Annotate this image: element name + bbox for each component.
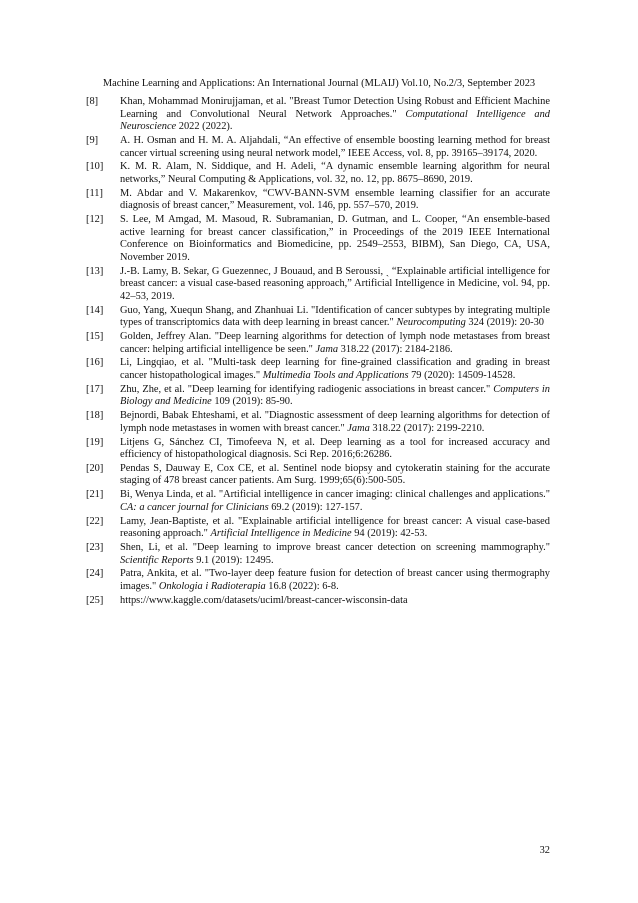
reference-text [120, 410, 550, 434]
reference-segment: Patra, Ankita, et al. "Two-layer deep feature fusion for detection of breast cancer using thermography images." [120, 568, 550, 592]
reference-text [120, 489, 550, 513]
reference-venue: CA: a cancer journal for Clinicians [120, 501, 269, 513]
reference-item [86, 489, 550, 514]
reference-number: [23] [86, 542, 104, 553]
reference-item [86, 135, 550, 160]
reference-segment: J.-B. Lamy, B. Sekar, G Guezennec, J Bouaud, and B Seroussi, ˎ “Explainable artificial intelligence for breast cancer: a visual case-based reasoning approach,” Artificial Intelligence in Medicine, vol. 94, pp. 42–53, 2019. [120, 265, 550, 302]
reference-text [120, 384, 550, 408]
reference-segment: 2022 (2022). [176, 121, 233, 133]
reference-venue: Computers in Biology and Medicine [120, 383, 550, 408]
reference-number: [25] [86, 594, 104, 606]
reference-segment: Li, Lingqiao, et al. "Multi-task deep learning for fine-grained classification and grading in breast cancer histopathological images." [120, 357, 550, 381]
reference-item [86, 305, 550, 330]
reference-segment: 79 (2020): 14509-14528. [408, 369, 516, 381]
reference-text [120, 516, 550, 540]
reference-text [120, 161, 550, 185]
reference-number: [12] [86, 214, 104, 226]
reference-segment: 318.22 (2017): 2199-2210. [369, 422, 485, 434]
reference-item [86, 357, 550, 382]
reference-segment: 318.22 (2017): 2184-2186. [338, 343, 453, 355]
reference-segment: 324 (2019): 20-30 [465, 317, 545, 329]
reference-item [86, 437, 550, 462]
reference-number: [13] [86, 265, 104, 277]
reference-segment: Khan, Mohammad Monirujjaman, et al. "Breast Tumor Detection Using Robust and Efficient Machine Learning and Convolutional Neural Network Approaches." [120, 96, 550, 120]
reference-segment: https://www.kaggle.com/datasets/uciml/breast-cancer-wisconsin-data [120, 594, 408, 606]
reference-segment: M. Abdar and V. Makarenkov, “CWV-BANN-SVM ensemble learning classifier for an accurate diagnosis of breast cancer,” Measurement, vol. 146, pp. 557–570, 2019. [120, 187, 550, 212]
reference-item [86, 331, 550, 356]
reference-text [120, 135, 550, 159]
reference-venue: Multimedia Tools and Applications [262, 369, 409, 381]
reference-item [86, 214, 550, 264]
reference-segment: 9.1 (2019): 12495. [193, 554, 274, 566]
reference-text [120, 437, 550, 461]
reference-segment: Bi, Wenya Linda, et al. "Artificial intelligence in cancer imaging: clinical challenges and applications." [120, 489, 550, 501]
reference-segment: 109 (2019): 85-90. [211, 396, 293, 408]
reference-item [86, 266, 550, 304]
reference-venue: Neurocomputing [396, 317, 466, 329]
reference-venue: Artificial Intelligence in Medicine [210, 528, 352, 540]
reference-number: [18] [86, 410, 104, 422]
reference-text [120, 595, 408, 606]
reference-number: [10] [86, 161, 104, 173]
reference-venue: Scientific Reports [120, 554, 194, 566]
reference-segment: S. Lee, M Amgad, M. Masoud, R. Subramanian, D. Gutman, and L. Cooper, “An ensemble-based active learning for breast cancer classification,” in Proceedings of the 2019 IEEE International Conference on Bioinformatics and Biomedicine, pp. 2549–2553, BIBM), San Diego, CA, USA, November 2019. [120, 214, 550, 263]
reference-item [86, 384, 550, 409]
reference-item [86, 568, 550, 593]
reference-venue: Computational Intelligence and Neuroscience [120, 108, 550, 133]
reference-text [120, 331, 550, 355]
reference-item [86, 463, 550, 488]
reference-venue: Jama [347, 422, 370, 434]
reference-item [86, 595, 550, 608]
reference-number: [14] [86, 304, 104, 316]
reference-item [86, 96, 550, 134]
reference-text [120, 188, 550, 212]
reference-text [120, 542, 550, 566]
reference-segment: Pendas S, Dauway E, Cox CE, et al. Sentinel node biopsy and cytokeratin staining for the accurate staging of 478 breast cancer patients. Am Surg. 1999;65(6):500-505. [120, 462, 550, 487]
reference-segment: Bejnordi, Babak Ehteshami, et al. "Diagnostic assessment of deep learning algorithms for detection of lymph node metastases in women with breast cancer." [120, 410, 550, 434]
reference-segment: Litjens G, Sánchez CI, Timofeeva N, et al. Deep learning as a tool for increased accuracy and efficiency of histopathological diagnosis. Sci Rep. 2016;6:26286. [120, 436, 550, 461]
reference-item [86, 188, 550, 213]
reference-text [120, 266, 550, 302]
reference-number: [21] [86, 489, 104, 501]
page-number: 32 [539, 845, 550, 856]
reference-number: [9] [86, 134, 99, 146]
reference-segment: Guo, Yang, Xuequn Shang, and Zhanhuai Li. "Identification of cancer subtypes by integrating multiple types of transcriptomics data with deep learning in breast cancer." [120, 304, 550, 329]
reference-segment: Zhu, Zhe, et al. "Deep learning for identifying radiogenic associations in breast cancer." [120, 383, 494, 395]
reference-number: [20] [86, 462, 104, 474]
reference-item [86, 161, 550, 186]
reference-number: [22] [86, 515, 104, 527]
reference-venue: Onkologia i Radioterapia [158, 580, 266, 592]
reference-list [86, 96, 550, 609]
reference-segment: 16.8 (2022): 6-8. [265, 580, 339, 592]
journal-header: Machine Learning and Applications: An International Journal (MLAIJ) Vol.10, No.2/3, September 2023 [102, 78, 536, 89]
reference-item [86, 516, 550, 541]
reference-item [86, 542, 550, 567]
reference-segment: 69.2 (2019): 127-157. [268, 501, 363, 513]
reference-segment: Lamy, Jean-Baptiste, et al. "Explainable artificial intelligence for breast cancer: A visual case-based reasoning approach." [120, 515, 550, 540]
reference-number: [16] [86, 357, 104, 369]
reference-text [120, 568, 550, 592]
reference-text [120, 357, 550, 381]
reference-segment: 94 (2019): 42-53. [351, 528, 428, 540]
reference-text [120, 96, 550, 132]
reference-number: [8] [86, 96, 99, 107]
reference-text [120, 214, 550, 263]
reference-number: [15] [86, 331, 104, 342]
reference-text [120, 463, 550, 487]
reference-segment: A. H. Osman and H. M. A. Aljahdali, “An effective of ensemble boosting learning method for breast cancer virtual screening using neural network model,” IEEE Access, vol. 8, pp. 39165–39174, 2020. [120, 134, 550, 159]
reference-number: [24] [86, 568, 104, 580]
reference-segment: Golden, Jeffrey Alan. "Deep learning algorithms for detection of lymph node metastases from breast cancer: helping artificial intelligence be seen." [120, 331, 550, 355]
reference-segment: Shen, Li, et al. "Deep learning to improve breast cancer detection on screening mammography." [120, 542, 550, 553]
reference-venue: Jama [315, 343, 339, 355]
reference-item [86, 410, 550, 435]
reference-number: [17] [86, 383, 104, 395]
reference-number: [11] [86, 187, 103, 199]
reference-text [120, 305, 550, 329]
reference-segment: K. M. R. Alam, N. Siddique, and H. Adeli, “A dynamic ensemble learning algorithm for neural networks,” Neural Computing & Applications, vol. 32, no. 12, pp. 8675–8690, 2019. [120, 161, 550, 185]
reference-number: [19] [86, 436, 104, 448]
